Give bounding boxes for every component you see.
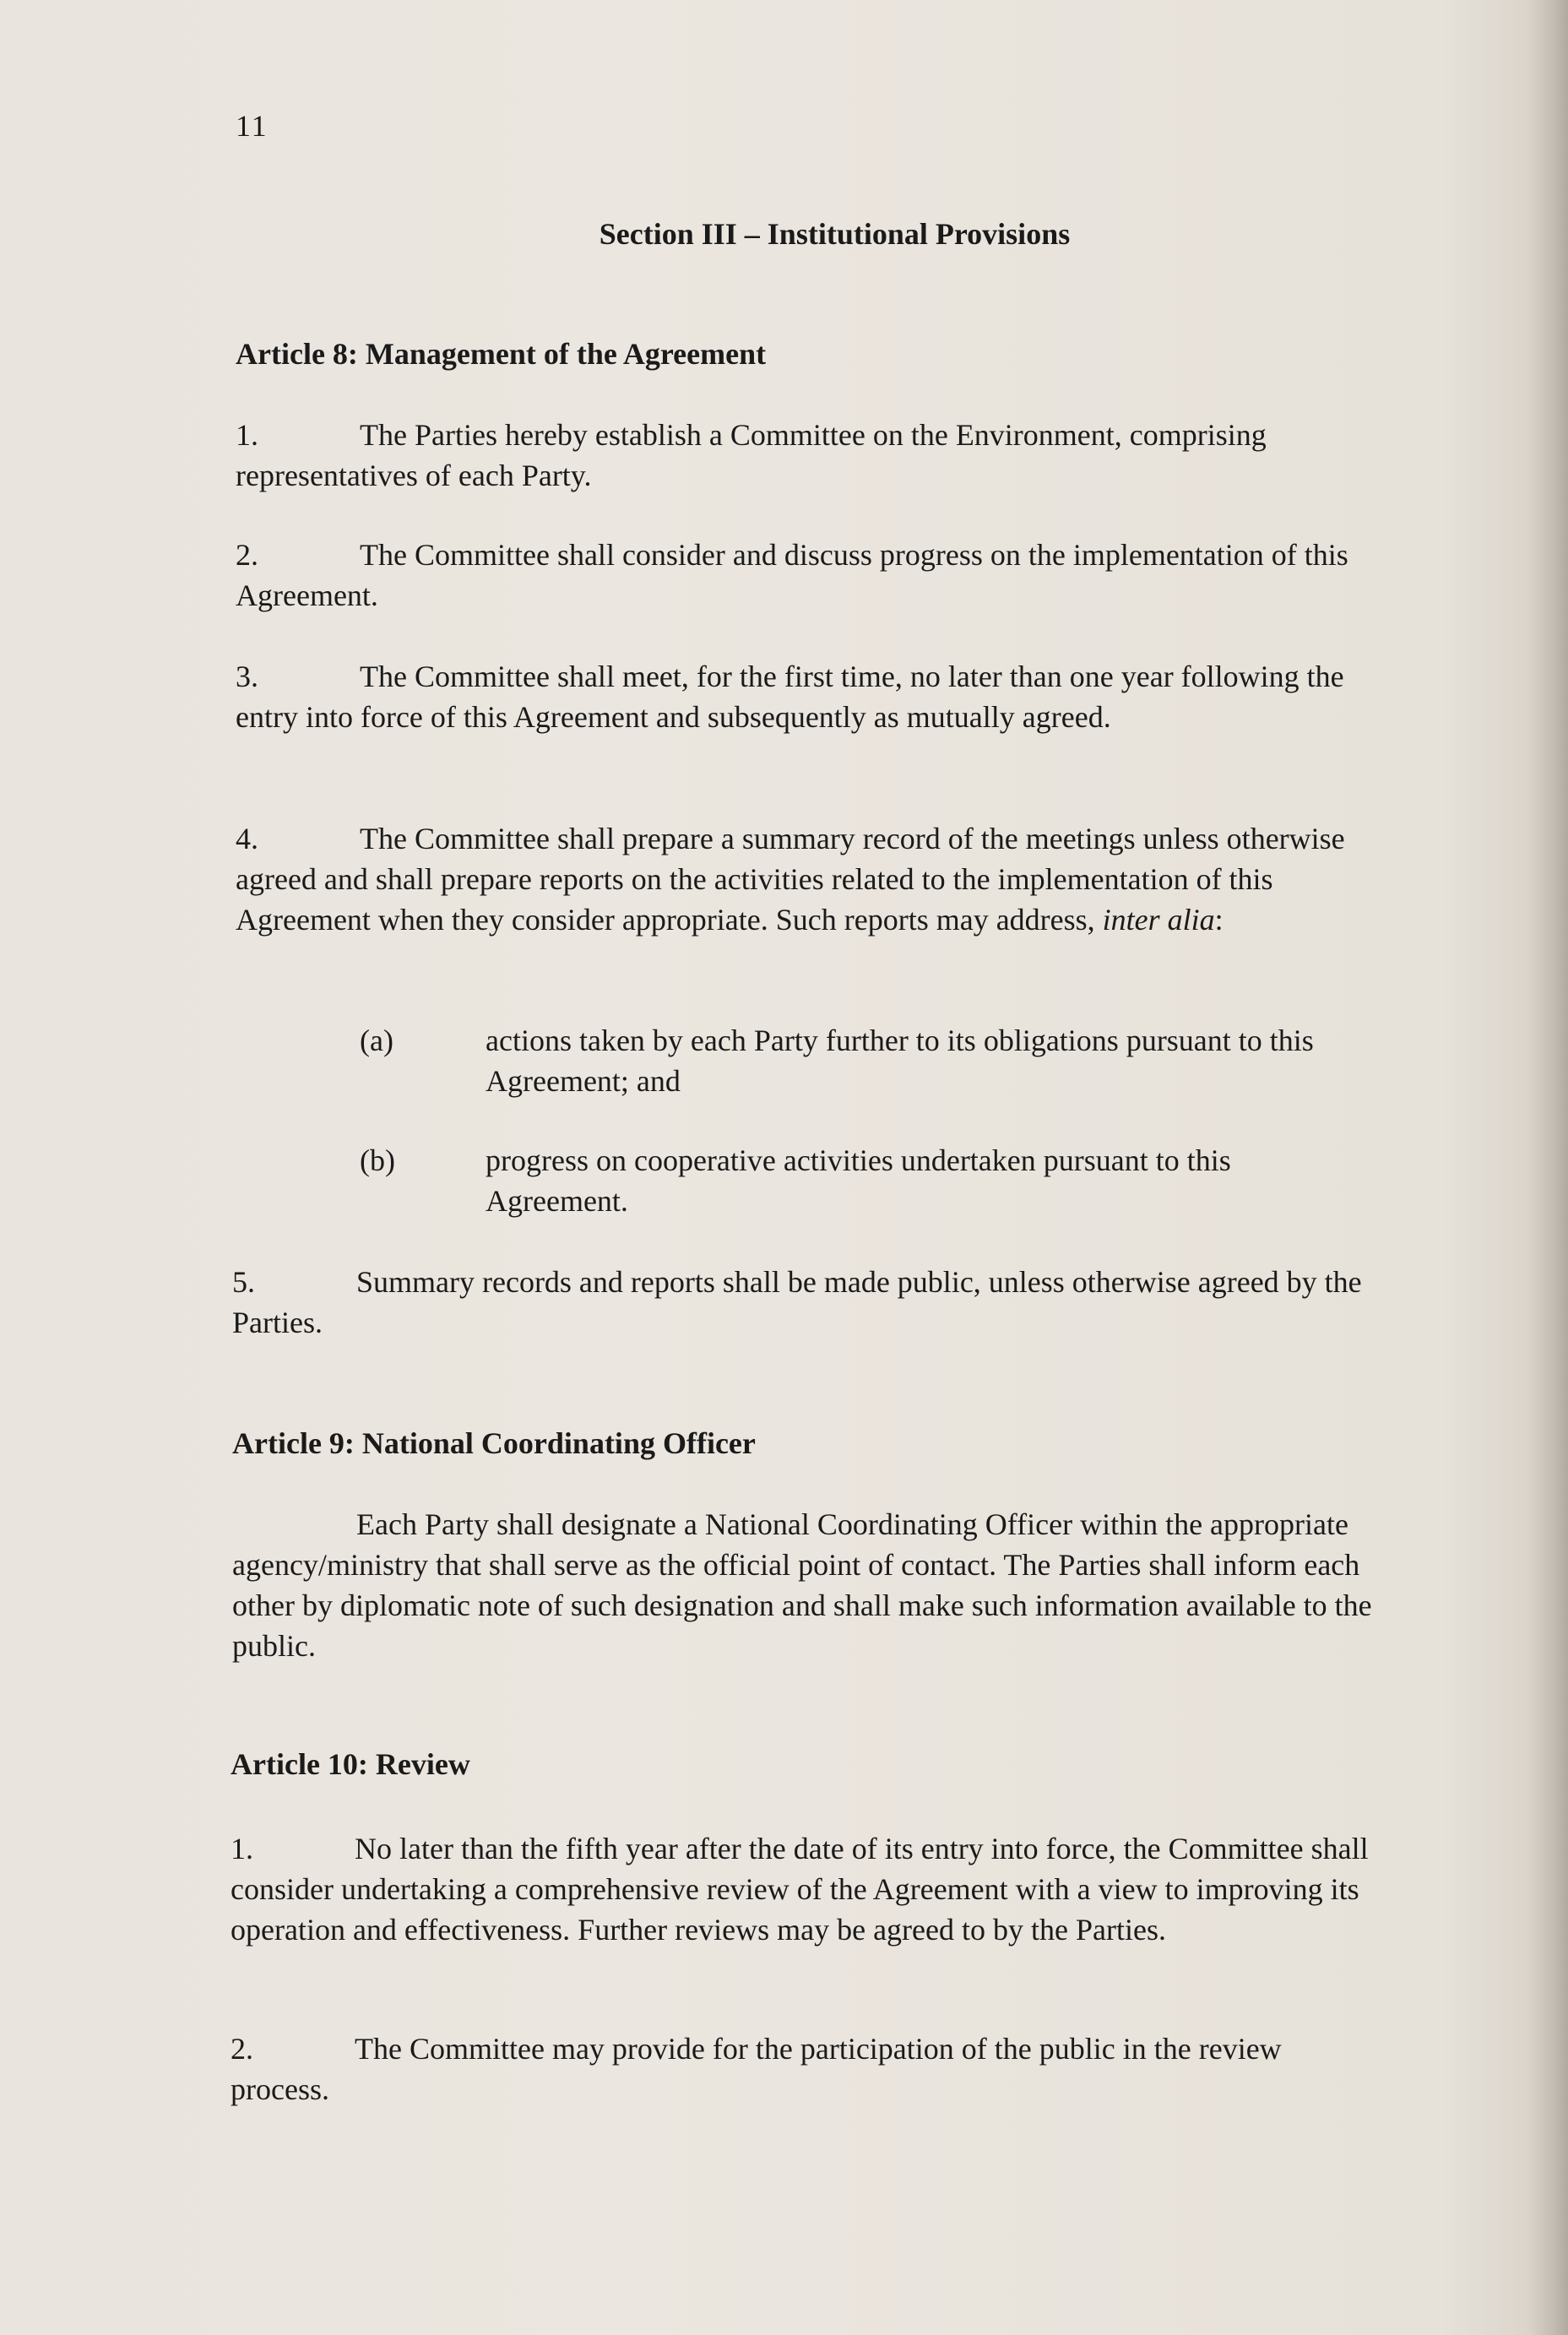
- article-10-heading: Article 10: Review: [231, 1747, 470, 1781]
- subitem-letter: (a): [360, 1024, 393, 1057]
- paragraph-text: No later than the fifth year after the date of its entry into force, the Committee shall consider undertaking a comprehensive review of the Agreement with a view to improving its operation and effectiveness. Further reviews may be agreed to by the Parties.: [231, 1832, 1369, 1947]
- article-8-paragraph-1: [236, 415, 1375, 496]
- article-8-paragraph-2: [236, 535, 1375, 616]
- paragraph-number: 2.: [236, 538, 258, 572]
- paragraph-number: 4.: [236, 822, 258, 855]
- article-8-paragraph-5: [232, 1262, 1372, 1343]
- subitem-text: progress on cooperative activities undertaken pursuant to this Agreement.: [486, 1143, 1231, 1218]
- paragraph-number: 2.: [231, 2032, 253, 2066]
- paragraph-text: The Parties hereby establish a Committee on the Environment, comprising representatives of each Party.: [236, 418, 1267, 492]
- article-8-paragraph-3: [236, 656, 1375, 737]
- paragraph-text: Each Party shall designate a National Coordinating Officer within the appropriate agency/ministry that shall serve as the official point of contact. The Parties shall inform each other by diplomatic note of such designation and shall make such information available to the public.: [232, 1507, 1372, 1663]
- article-8-heading: Article 8: Management of the Agreement: [236, 337, 767, 371]
- article-10-paragraph-2: [231, 2028, 1370, 2110]
- paragraph-number: 1.: [231, 1832, 253, 1865]
- paragraph-number: 3.: [236, 660, 258, 693]
- paragraph-italic-text: inter alia: [1102, 903, 1215, 937]
- paragraph-text: The Committee may provide for the participation of the public in the review process.: [231, 2032, 1282, 2106]
- subitem-text: actions taken by each Party further to its obligations pursuant to this Agreement; and: [486, 1024, 1314, 1098]
- article-9-paragraph: [232, 1504, 1372, 1666]
- article-9-heading: Article 9: National Coordinating Officer: [232, 1426, 756, 1460]
- article-8-paragraph-4: [236, 818, 1375, 940]
- paragraph-text-end: :: [1214, 903, 1223, 937]
- page-number: 11: [236, 109, 269, 143]
- subitem-letter: (b): [360, 1143, 395, 1177]
- article-10-paragraph-1: [231, 1828, 1370, 1950]
- paragraph-number: 1.: [236, 418, 258, 452]
- paragraph-text: The Committee shall consider and discuss progress on the implementation of this Agreement.: [236, 538, 1348, 612]
- paragraph-text: The Committee shall prepare a summary record of the meetings unless otherwise agreed and shall prepare reports on the activities related to the implementation of this Agreement when they consider appropriate. Such reports may address,: [236, 822, 1345, 937]
- paragraph-text: Summary records and reports shall be made public, unless otherwise agreed by the Parties.: [232, 1265, 1362, 1339]
- paragraph-number: 5.: [232, 1265, 255, 1299]
- paragraph-text: The Committee shall meet, for the first time, no later than one year following the entry into force of this Agreement and subsequently as mutually agreed.: [236, 660, 1344, 734]
- page-edge-shadow: [1527, 0, 1568, 2335]
- section-title: Section III – Institutional Provisions: [599, 217, 1071, 251]
